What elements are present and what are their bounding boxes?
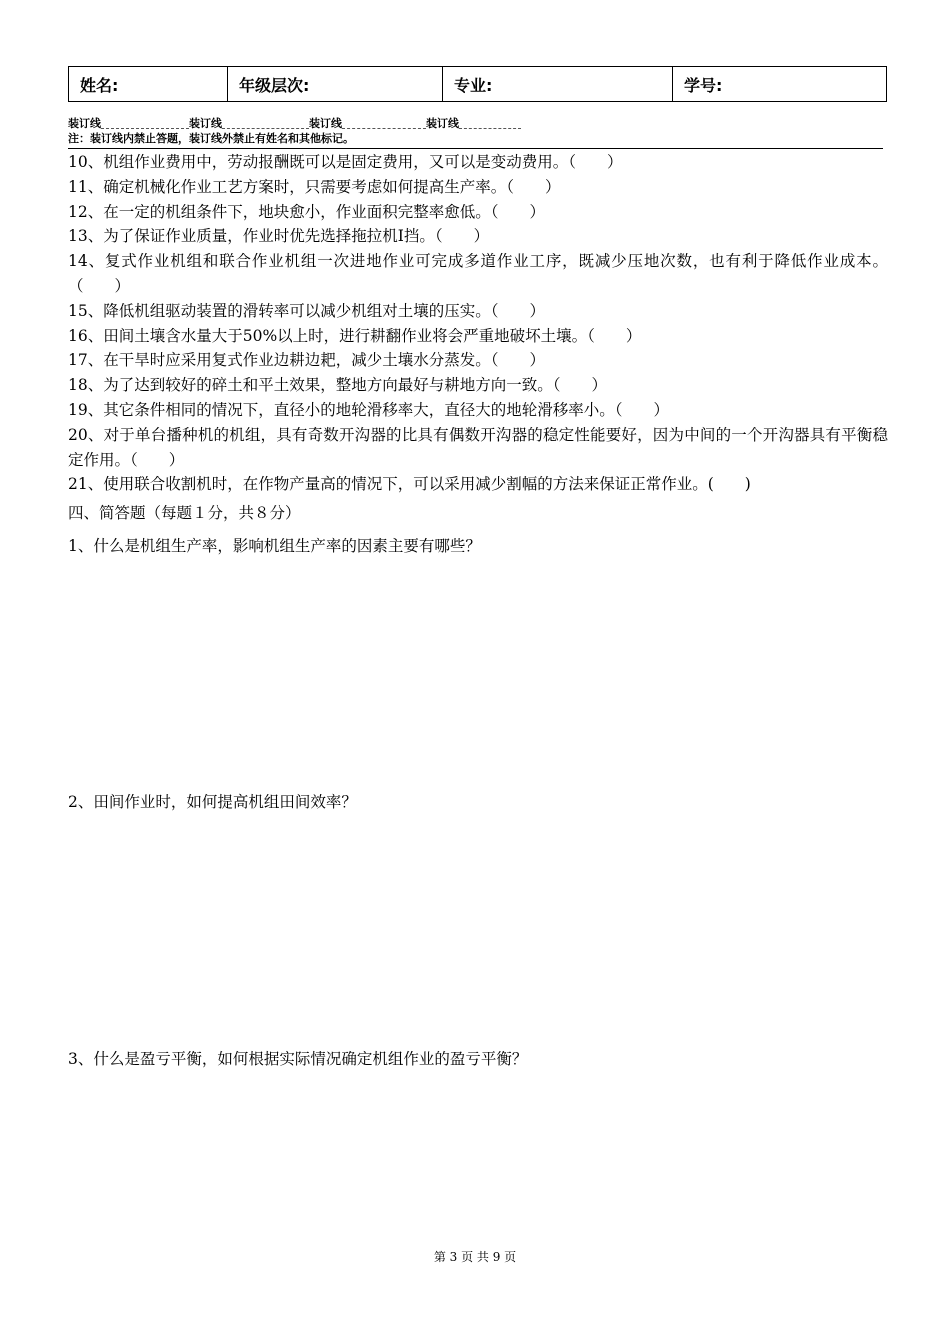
exam-content: [68, 150, 888, 1192]
binding-line-label: 装订线: [189, 115, 309, 131]
binding-line-row: [68, 117, 883, 131]
section-4-title: 四、简答题（每题１分，共８分）: [68, 504, 301, 523]
question-21: 21、使用联合收割机时，在作物产量高的情况下，可以采用减少割幅的方法来保证正常作业。( ): [68, 475, 751, 494]
page-footer: 第 3 页 共 9 页: [433, 1250, 517, 1264]
answer-space-1[interactable]: [68, 558, 888, 790]
binding-note: 注：装订线内禁止答题，装订线外禁止有姓名和其他标记。: [68, 132, 354, 145]
grade-field-label: 年级层次:: [228, 67, 443, 101]
question-14: 14、复式作业机组和联合作业机组一次进地作业可完成多道作业工序，既减少压地次数，也有利于降低作业成本。（ ）: [68, 252, 888, 295]
short-answer-2: 2、田间作业时，如何提高机组田间效率？: [68, 793, 357, 812]
question-11: 11、确定机械化作业工艺方案时，只需要考虑如何提高生产率。（ ）: [68, 177, 561, 196]
binding-line-label: 装订线: [309, 115, 426, 131]
binding-line-label: 装订线: [426, 115, 521, 131]
question-15: 15、降低机组驱动装置的滑转率可以减少机组对土壤的压实。（ ）: [68, 301, 545, 320]
name-field-label: 姓名:: [69, 67, 228, 101]
student-id-field-label: 学号:: [684, 75, 723, 95]
short-answer-3: 3、什么是盈亏平衡，如何根据实际情况确定机组作业的盈亏平衡？: [68, 1049, 528, 1068]
answer-space-3[interactable]: [68, 1072, 888, 1192]
binding-line-area: [68, 117, 883, 151]
question-12: 12、在一定的机组条件下，地块愈小，作业面积完整率愈低。（ ）: [68, 202, 545, 221]
student-info-table: [68, 66, 887, 102]
binding-line-label: 装订线: [68, 115, 189, 131]
binding-divider: [68, 148, 883, 149]
question-16: 16、田间土壤含水量大于50%以上时，进行耕翻作业将会严重地破坏土壤。（ ）: [68, 326, 642, 345]
question-17: 17、在干旱时应采用复式作业边耕边耙，减少土壤水分蒸发。（ ）: [68, 351, 545, 370]
question-19: 19、其它条件相同的情况下，直径小的地轮滑移率大，直径大的地轮滑移率小。（ ）: [68, 400, 669, 419]
question-10: 10、机组作业费用中，劳动报酬既可以是固定费用，又可以是变动费用。（ ）: [68, 153, 623, 171]
question-18: 18、为了达到较好的碎土和平土效果，整地方向最好与耕地方向一致。（ ）: [68, 376, 607, 395]
question-20: 20、对于单台播种机的机组，具有奇数开沟器的比具有偶数开沟器的稳定性能要好，因为中间的一个开沟器具有平衡稳定作用。（ ）: [68, 425, 888, 469]
answer-space-2[interactable]: [68, 815, 888, 1047]
short-answer-1: 1、什么是机组生产率，影响机组生产率的因素主要有哪些？: [68, 537, 481, 556]
question-13: 13、为了保证作业质量，作业时优先选择拖拉机Ⅰ挡。（ ）: [68, 227, 490, 246]
major-field-label: 专业:: [443, 67, 673, 101]
